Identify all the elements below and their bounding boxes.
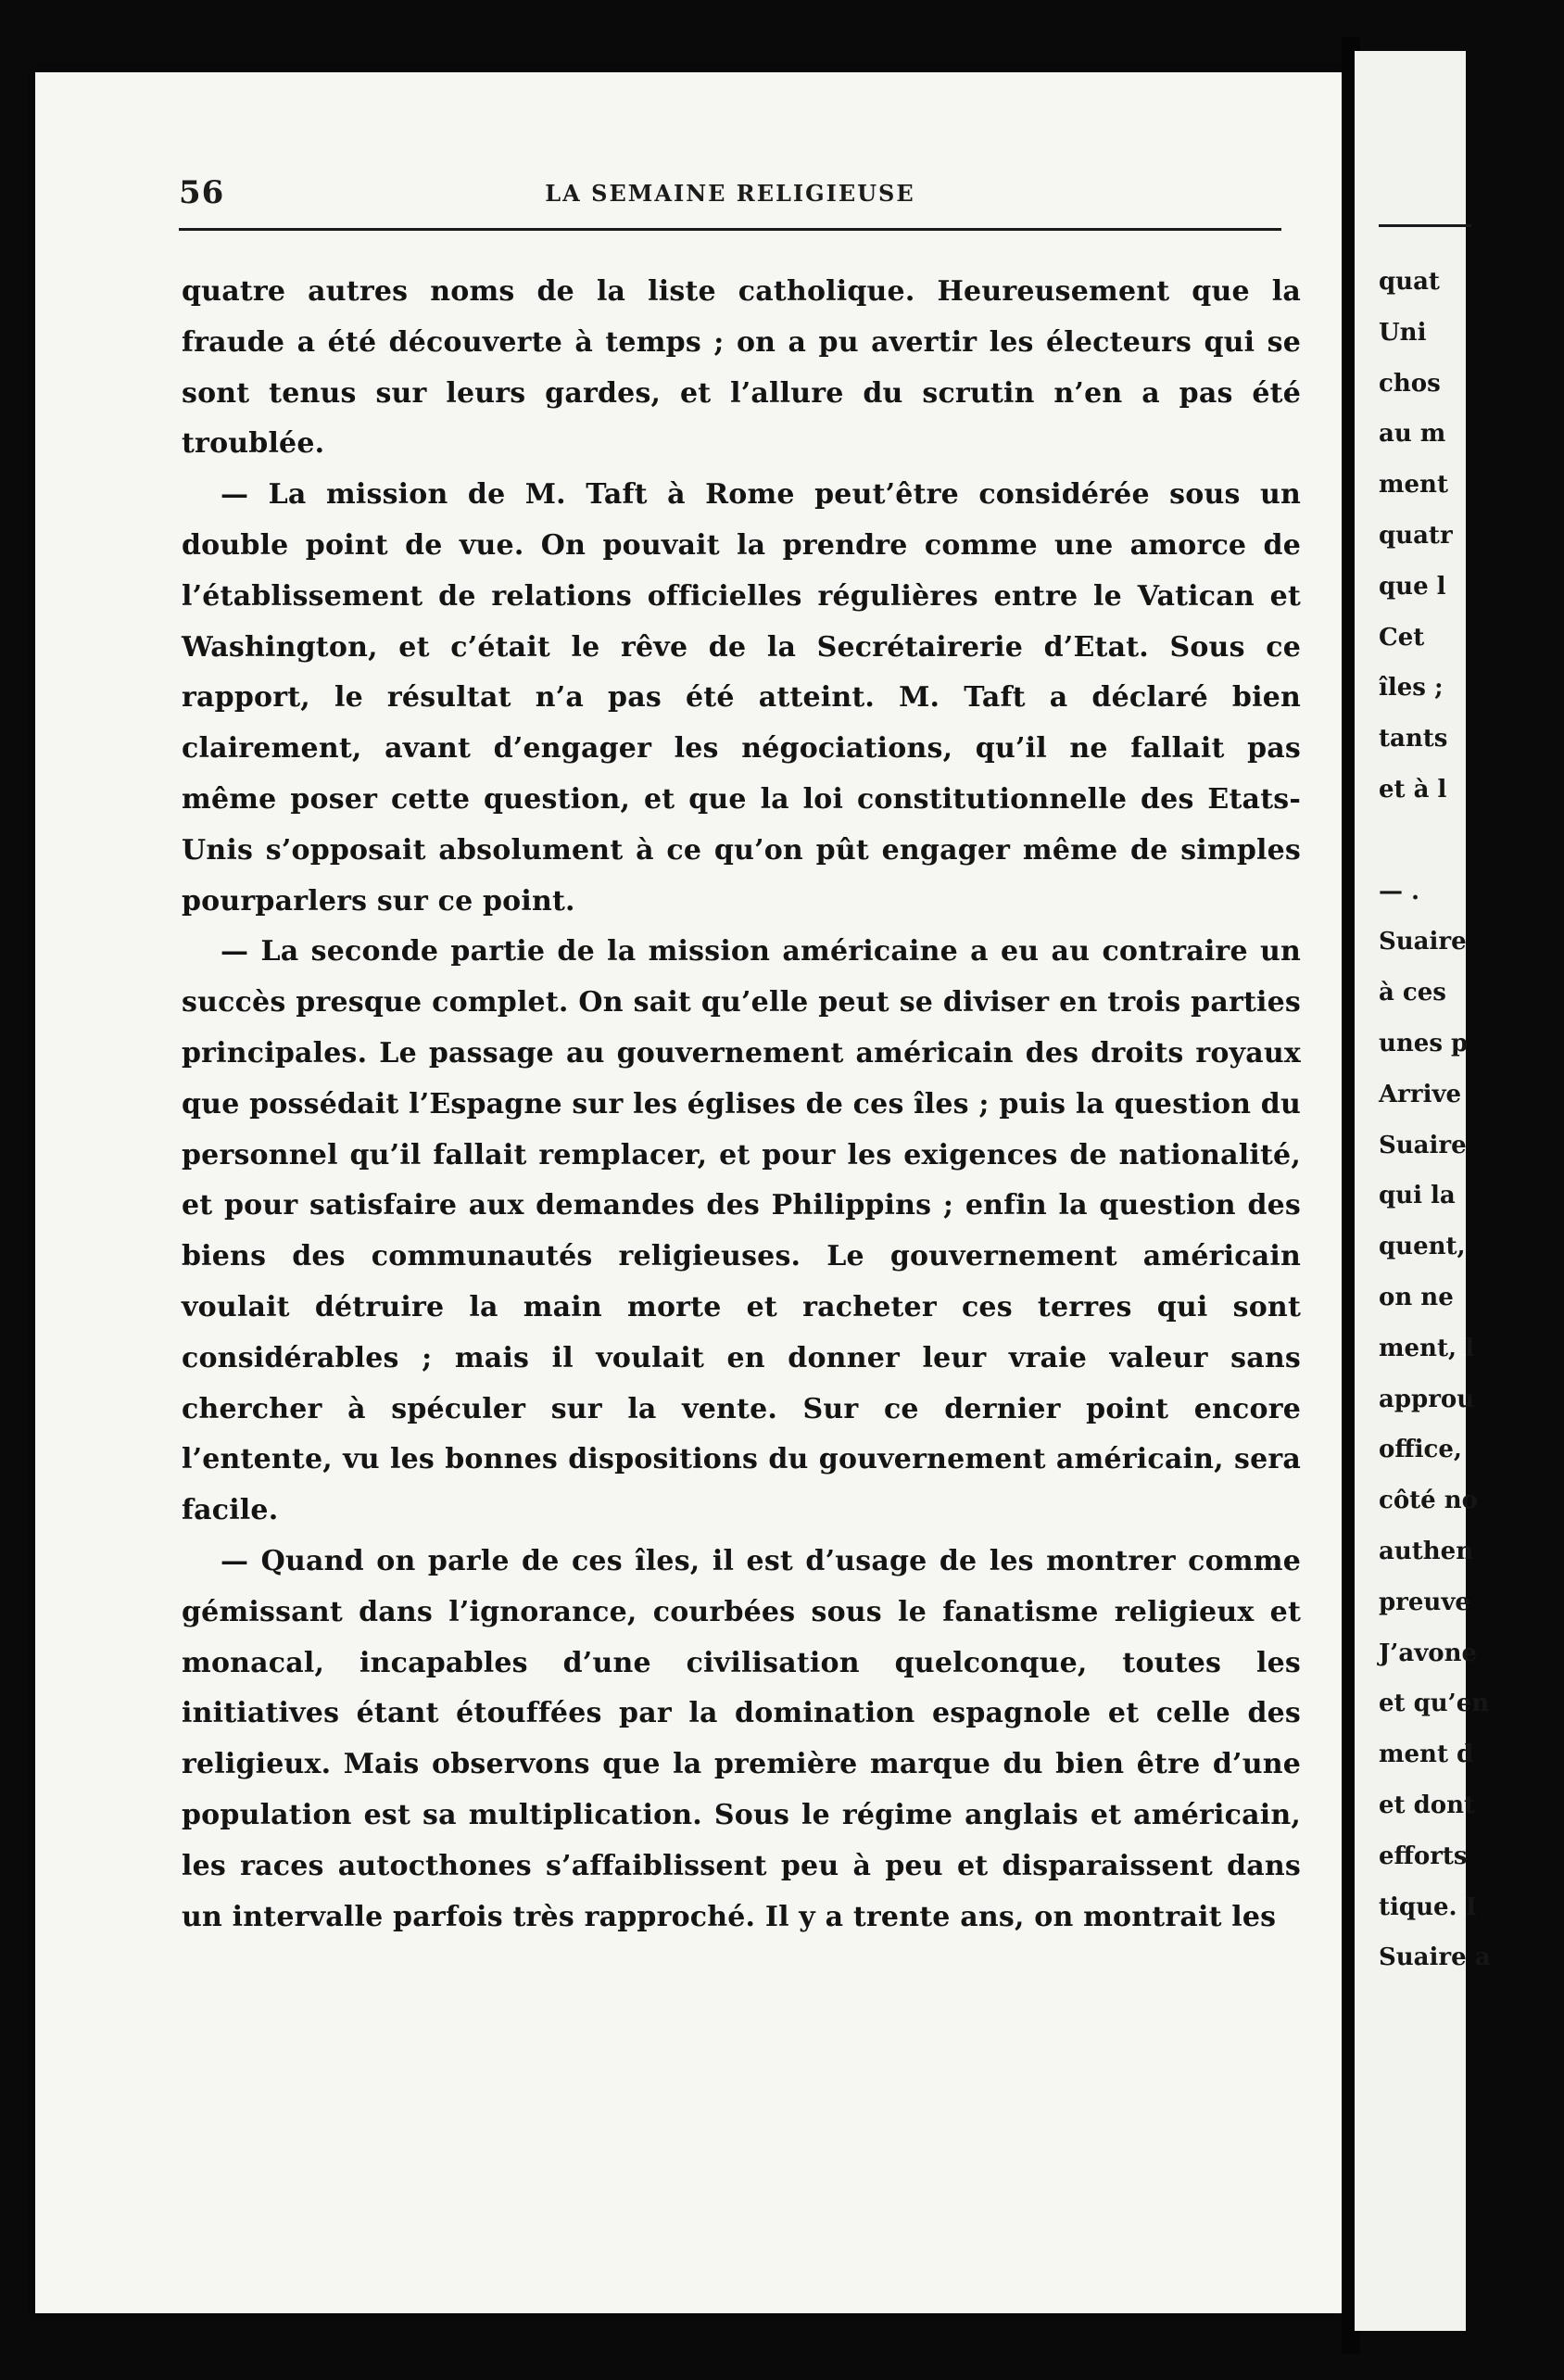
adjacent-line: unes p (1379, 1029, 1469, 1057)
paragraph-2: — La mission de M. Taft à Rome peut’être considérée sous un double point de vue. On pouvait la prendre comme une amorce de l’établissement de relations officielles régulières entre le Vatican et Washington, et c’était le rêve de la Secrétairerie d’Etat. Sous ce rapport, le résultat n’a pas été atteint. M. Taft a déclaré bien clairement, avant d’engager les négociations, qu’il ne fallait pas même poser cette question, et que la loi constitutionnelle des Etats-Unis s’opposait absolument à ce qu’on pût engager même de simples pourparlers sur ce point. (182, 478, 1301, 918)
adjacent-line: à ces (1379, 979, 1446, 1007)
adjacent-line: côté no (1379, 1487, 1479, 1515)
adjacent-header-rule (1379, 224, 1471, 227)
adjacent-line: Suaire (1379, 928, 1467, 956)
adjacent-line: et dont (1379, 1791, 1476, 1819)
adjacent-line: ment d (1379, 1741, 1474, 1769)
adjacent-line: ment, l (1379, 1334, 1474, 1362)
adjacent-line: tants (1379, 725, 1448, 753)
adjacent-line: au m (1379, 420, 1446, 449)
adjacent-line: et qu’en (1379, 1690, 1490, 1718)
adjacent-line: office, (1379, 1436, 1462, 1464)
adjacent-line: ment (1379, 471, 1448, 500)
adjacent-line: — . (1379, 877, 1420, 905)
adjacent-line: qui la (1379, 1182, 1456, 1210)
adjacent-line: Suaire (1379, 1131, 1467, 1159)
adjacent-line: îles ; (1379, 674, 1444, 703)
adjacent-line: tique. I (1379, 1893, 1477, 1921)
adjacent-line: approu (1379, 1385, 1475, 1413)
adjacent-line: authen (1379, 1537, 1474, 1565)
adjacent-line: quatr (1379, 521, 1453, 550)
adjacent-page (1355, 51, 1491, 2331)
adjacent-line: efforts (1379, 1842, 1468, 1870)
adjacent-line: Uni (1379, 318, 1427, 347)
adjacent-line: chos (1379, 369, 1441, 398)
page-number: 56 (179, 174, 225, 211)
header-rule (179, 228, 1281, 231)
running-title: LA SEMAINE RELIGIEUSE (545, 180, 915, 207)
adjacent-line: on ne (1379, 1283, 1454, 1311)
adjacent-line: J’avone (1379, 1639, 1478, 1667)
adjacent-line: quat (1379, 268, 1440, 296)
adjacent-line: Suaire a (1379, 1943, 1491, 1972)
adjacent-line: et à l (1379, 775, 1447, 804)
paragraph-3: — La seconde partie de la mission américaine a eu au contraire un succès presque complet. On sait qu’elle peut se diviser en trois parties principales. Le passage au gouvernement américain des droits royaux que possédait l’Espagne sur les églises de ces îles ; puis la question du personnel qu’il fallait remplacer, et pour les exigences de nationalité, et pour satisfaire aux demandes des Philippins ; enfin la question des biens des communautés religieuses. Le gouvernement américain voulait détruire la main morte et racheter ces terres qui sont considérables ; mais il voulait en donner leur vraie valeur sans chercher à spéculer sur la vente. Sur ce dernier point encore l’entente, vu les bonnes dispositions du gouvernement américain, sera facile. (182, 935, 1301, 1527)
paragraph-4: — Quand on parle de ces îles, il est d’usage de les montrer comme gémissant dans l’ignorance, courbées sous le fanatisme religieux et monacal, incapables d’une civilisation quelconque, toutes les initiatives étant étouffées par la domination espagnole et celle des religieux. Mais observons que la première marque du bien être d’une population est sa multiplication. Sous le régime anglais et américain, les races autocthones s’affaiblissent peu à peu et disparaissent dans un intervalle parfois très rapproché. Il y a trente ans, on montrait les (182, 1544, 1301, 1933)
adjacent-line: preuve (1379, 1588, 1470, 1616)
paragraph-1: quatre autres noms de la liste catholique. Heureusement que la fraude a été découverte à temps ; on a pu avertir les électeurs qui se sont tenus sur leurs gardes, et l’allure du scrutin n’en a pas été troublée. (182, 275, 1301, 461)
document-page (35, 72, 1342, 2313)
adjacent-line: quent, (1379, 1233, 1466, 1261)
adjacent-page-text (1379, 257, 1564, 1983)
text-body (182, 267, 1301, 1943)
page-header (179, 174, 1281, 230)
adjacent-line: que l (1379, 572, 1446, 601)
adjacent-line (1379, 816, 1564, 867)
adjacent-line: Cet (1379, 623, 1425, 652)
adjacent-line: Arrive (1379, 1080, 1462, 1108)
